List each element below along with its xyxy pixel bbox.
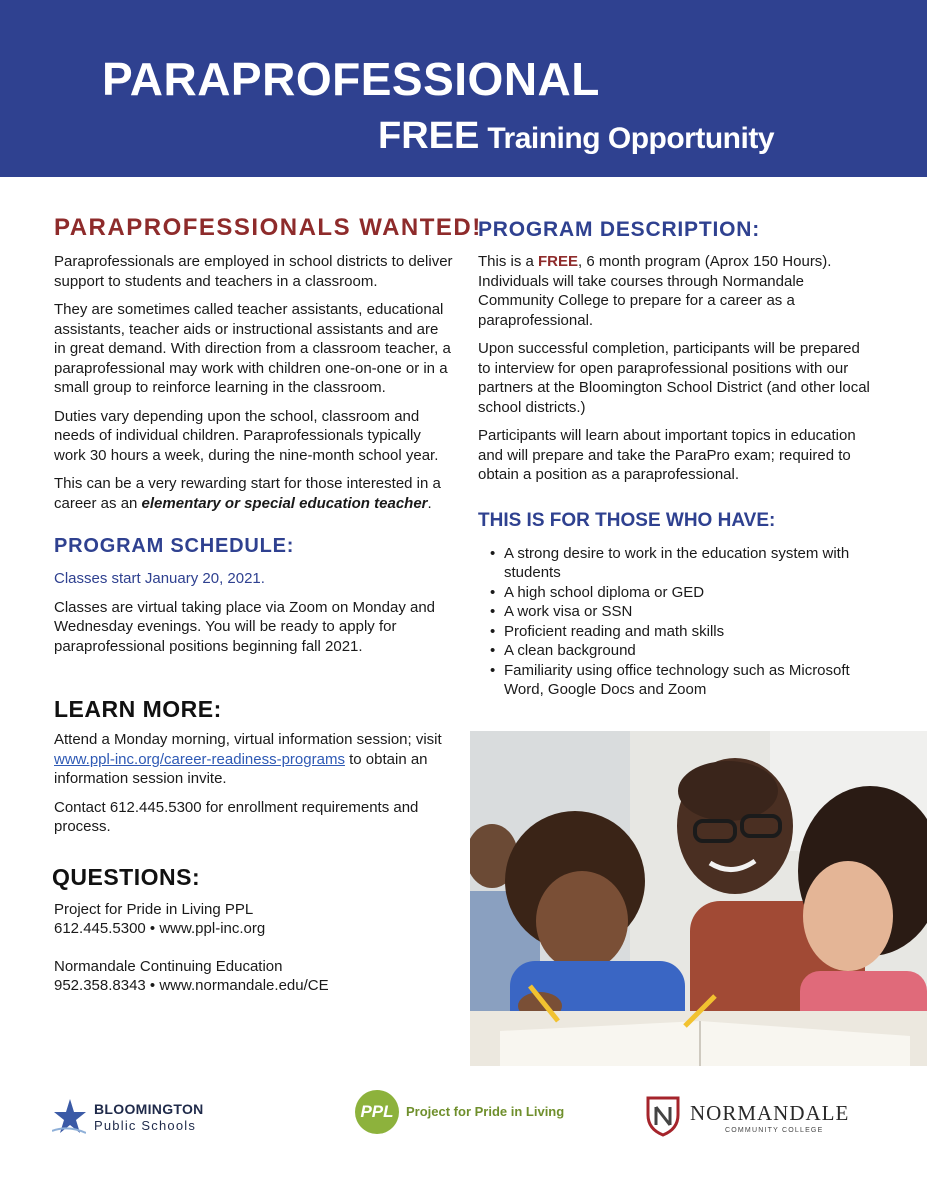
page-subtitle bbox=[378, 115, 774, 158]
learn-more-heading: LEARN MORE: bbox=[54, 696, 222, 722]
questions-contacts bbox=[54, 900, 454, 995]
wanted-p4-start: This can be a very rewarding start for those interested in a career as an bbox=[54, 475, 441, 512]
list-item: • A clean background bbox=[504, 641, 873, 661]
description-paragraph-2: Upon successful completion, participants will be prepared to interview for open paraprofessional positions with our partners at the Bloomington School District (and other local school districts.) bbox=[478, 340, 870, 416]
partner-logos bbox=[0, 1085, 927, 1155]
normandale-logo bbox=[645, 1093, 850, 1143]
classroom-illustration bbox=[470, 731, 927, 1066]
bloomington-logo bbox=[52, 1095, 222, 1145]
learn-more-paragraph-2: Contact 612.445.5300 for enrollment requirements and process. bbox=[54, 798, 419, 835]
bloomington-subname: Public Schools bbox=[94, 1118, 197, 1133]
wanted-paragraph-2: They are sometimes called teacher assistants, educational assistants, teacher aids or instructional assistants and are in great demand. With direction from a classroom teacher, a paraprofessional may work with children one-on-one or in a small group to reinforce learning in the classroom. bbox=[54, 301, 451, 396]
description-heading: PROGRAM DESCRIPTION: bbox=[478, 218, 761, 241]
schedule-start-date: Classes start January 20, 2021. bbox=[54, 570, 265, 587]
subtitle-rest: Training Opportunity bbox=[487, 122, 775, 155]
subtitle-free: FREE bbox=[378, 115, 480, 157]
contact-spacer bbox=[54, 938, 454, 957]
wanted-p4-emphasis: elementary or special education teacher bbox=[141, 494, 428, 512]
description-p1-start: This is a bbox=[478, 253, 539, 270]
learn-more-paragraph-1 bbox=[54, 730, 454, 789]
right-column bbox=[478, 218, 873, 700]
list-item: • A work visa or SSN bbox=[504, 602, 873, 622]
star-icon bbox=[52, 1097, 86, 1137]
normandale-contact-info: 952.358.8343 • www.normandale.edu/CE bbox=[54, 976, 329, 994]
wanted-paragraph-1: Paraprofessionals are employed in school districts to deliver support to students and teachers in a classroom. bbox=[54, 253, 453, 290]
ppl-name: Project for Pride in Living bbox=[406, 1104, 565, 1119]
wanted-heading: PARAPROFESSIONALS WANTED! bbox=[54, 214, 482, 241]
shield-icon bbox=[645, 1095, 681, 1137]
schedule-heading: PROGRAM SCHEDULE: bbox=[54, 535, 295, 557]
list-item: • A strong desire to work in the education system with students bbox=[504, 544, 873, 583]
learn-more-p1-start: Attend a Monday morning, virtual information session; visit bbox=[54, 731, 442, 748]
bloomington-name: BLOOMINGTON bbox=[94, 1101, 204, 1117]
description-free: FREE bbox=[538, 253, 579, 270]
description-paragraph-1 bbox=[478, 252, 873, 330]
ppl-mark: PPL bbox=[355, 1090, 399, 1134]
description-p1-end: , 6 month program (Aprox 150 Hours). Individuals will take courses through Normandale Community College to prepare for a career as a paraprofessional. bbox=[478, 253, 832, 329]
normandale-contact-name: Normandale Continuing Education bbox=[54, 957, 283, 975]
list-item: • Proficient reading and math skills bbox=[504, 622, 873, 642]
header-banner bbox=[0, 0, 927, 177]
ppl-logo bbox=[355, 1090, 565, 1140]
ppl-contact-info: 612.445.5300 • www.ppl-inc.org bbox=[54, 919, 266, 937]
classroom-photo bbox=[470, 731, 927, 1066]
description-paragraph-3: Participants will learn about important topics in education and will prepare and take the ParaPro exam; required to obtain a position as a paraprofessional. bbox=[478, 427, 856, 483]
ppl-contact-name: Project for Pride in Living PPL bbox=[54, 900, 254, 918]
normandale-subname: COMMUNITY COLLEGE bbox=[725, 1127, 824, 1134]
requirements-list bbox=[478, 544, 873, 700]
career-readiness-link[interactable]: www.ppl-inc.org/career-readiness-programs bbox=[54, 750, 345, 768]
wanted-p4-end: . bbox=[427, 494, 432, 512]
schedule-body: Classes are virtual taking place via Zoom on Monday and Wednesday evenings. You will be ready to apply for paraprofessional positions beginning fall 2021. bbox=[54, 598, 436, 655]
left-column bbox=[52, 214, 482, 995]
normandale-name: NORMANDALE bbox=[690, 1101, 850, 1125]
wanted-paragraph-3: Duties vary depending upon the school, classroom and needs of individual children. Paraprofessionals typically work 30 hours a week, during the nine-month school year. bbox=[54, 407, 439, 464]
list-item: • A high school diploma or GED bbox=[504, 583, 873, 603]
list-item: • Familiarity using office technology such as Microsoft Word, Google Docs and Zoom bbox=[504, 661, 873, 700]
requirements-heading: THIS IS FOR THOSE WHO HAVE: bbox=[478, 509, 776, 531]
questions-heading: QUESTIONS: bbox=[52, 863, 201, 890]
learn-more-p1-end: to obtain an information session invite. bbox=[54, 750, 428, 787]
page-title: PARAPROFESSIONAL bbox=[102, 53, 600, 105]
wanted-paragraph-4 bbox=[54, 474, 454, 513]
